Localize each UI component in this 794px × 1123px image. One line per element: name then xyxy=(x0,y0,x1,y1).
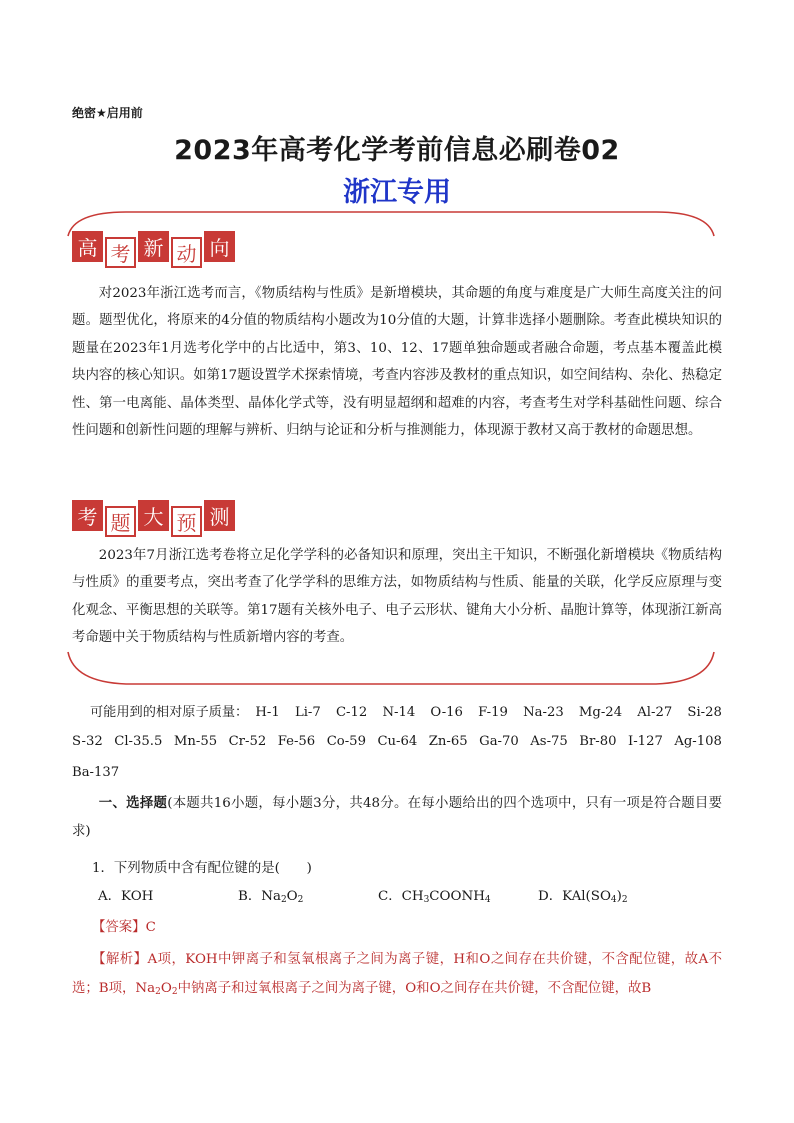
analysis-text: 【解析】A项，KOH中钾离子和氢氧根离子之间为离子键，H和O之间存在共价键，不含配位键，故A不选；B项，$Na_2O_2$中钠离子和过氧根离子之间为离子键，O和O之间存在共价键，不含配位键，故B xyxy=(72,952,723,997)
banner-char: 题 xyxy=(105,506,136,537)
page-title: 2023年高考化学考前信息必刷卷02 xyxy=(174,135,620,166)
banner-char: 高 xyxy=(72,231,103,262)
banner-char: 预 xyxy=(171,506,202,537)
atomic-mass-label: 可能用到的相对原子质量： xyxy=(90,705,249,720)
banner-char: 动 xyxy=(171,237,202,268)
atomic-mass-item: N-14 xyxy=(382,705,416,720)
atomic-mass-item: C-12 xyxy=(335,705,368,720)
atomic-mass-item: Mn-55 xyxy=(173,734,218,749)
atomic-mass-line-2 xyxy=(72,727,722,756)
question-1-stem: 1．下列物质中含有配位键的是( ) xyxy=(92,861,312,876)
atomic-mass-item: Cl-35.5 xyxy=(114,734,163,749)
atomic-mass-item: As-75 xyxy=(530,734,568,749)
option-d: D．$KAl(SO_4)_2$ xyxy=(538,889,628,905)
secret-label: 绝密★启用前 xyxy=(72,106,143,120)
atomic-mass-item: Mg-24 xyxy=(578,705,623,720)
banner-char: 新 xyxy=(138,231,169,262)
question-1-options xyxy=(72,883,722,914)
atomic-mass-item: F-19 xyxy=(478,705,508,720)
atomic-mass-item: Al-27 xyxy=(637,705,673,720)
banner-char: 测 xyxy=(204,500,235,531)
decorative-arc-bottom xyxy=(66,650,716,690)
banner-char: 考 xyxy=(105,237,136,268)
banner-exam-trends xyxy=(72,231,235,268)
atomic-mass-item: Cu-64 xyxy=(377,734,418,749)
atomic-mass-item: Si-28 xyxy=(687,705,722,720)
atomic-mass-item: H-1 xyxy=(255,705,280,720)
option-c: C．$CH_3COONH_4$ xyxy=(378,889,491,905)
analysis-label: 【解析】 xyxy=(92,952,148,967)
atomic-mass-item: Ga-70 xyxy=(479,734,519,749)
atomic-mass-item: Co-59 xyxy=(326,734,366,749)
atomic-mass-item: Ag-108 xyxy=(674,734,722,749)
option-b: B．$Na_2O_2$ xyxy=(238,889,304,905)
banner-char: 考 xyxy=(72,500,103,531)
section-instructions: (本题共16小题，每小题3分，共48分。在每小题给出的四个选项中，只有一项是符合题目要求) xyxy=(72,796,723,839)
atomic-mass-item: Fe-56 xyxy=(277,734,316,749)
option-a: A．KOH xyxy=(98,889,154,904)
exam-forecast-paragraph: 2023年7月浙江选考卷将立足化学学科的必备知识和原理，突出主干知识，不断强化新增模块《物质结构与性质》的重要考点，突出考查了化学学科的思维方法，如物质结构与性质、能量的关联，化学反应原理与变化观念、平衡思想的关联等。第17题有关核外电子、电子云形状、键角大小分析、晶胞计算等，体现浙江新高考命题中关于物质结构与性质新增内容的考查。 xyxy=(72,548,722,646)
atomic-mass-item: O-16 xyxy=(430,705,463,720)
answer-value: C xyxy=(145,920,156,935)
atomic-mass-line-1 xyxy=(72,698,722,727)
section-heading xyxy=(72,790,722,845)
section-title: 一、选择题 xyxy=(98,795,168,811)
atomic-mass-item: Na-23 xyxy=(523,705,564,720)
atomic-mass-item: Zn-65 xyxy=(428,734,468,749)
answer-line xyxy=(72,914,156,941)
banner-char: 向 xyxy=(204,231,235,262)
banner-char: 大 xyxy=(138,500,169,531)
banner-exam-forecast xyxy=(72,500,235,537)
atomic-mass-item: I-127 xyxy=(628,734,663,749)
page-subtitle: 浙江专用 xyxy=(343,177,451,208)
atomic-mass-item: Li-7 xyxy=(294,705,321,720)
atomic-mass-item: Cr-52 xyxy=(228,734,267,749)
atomic-mass-item: Br-80 xyxy=(579,734,617,749)
exam-trends-paragraph: 对2023年浙江选考而言，《物质结构与性质》是新增模块，其命题的角度与难度是广大师生高度关注的问题。题型优化，将原来的4分值的物质结构小题改为10分值的大题，计算非选择小题删除。考查此模块知识的题量在2023年1月选考化学中的占比适中，第3、10、12、17题单独命题或者融合命题，考点基本覆盖此模块内容的核心知识。如第17题设置学术探索情境，考查内容涉及教材的重点知识，如空间结构、杂化、热稳定性、第一电离能、晶体类型、晶体化学式等，没有明显超纲和超难的内容，考查考生对学科基础性问题、综合性问题和创新性问题的理解与辨析、归纳与论证和分析与推测能力，体现源于教材又高于教材的命题思想。 xyxy=(72,286,722,439)
atomic-mass-line-3: Ba-137 xyxy=(72,765,120,780)
answer-label: 【答案】 xyxy=(92,920,146,935)
atomic-mass-item: S-32 xyxy=(72,734,103,749)
